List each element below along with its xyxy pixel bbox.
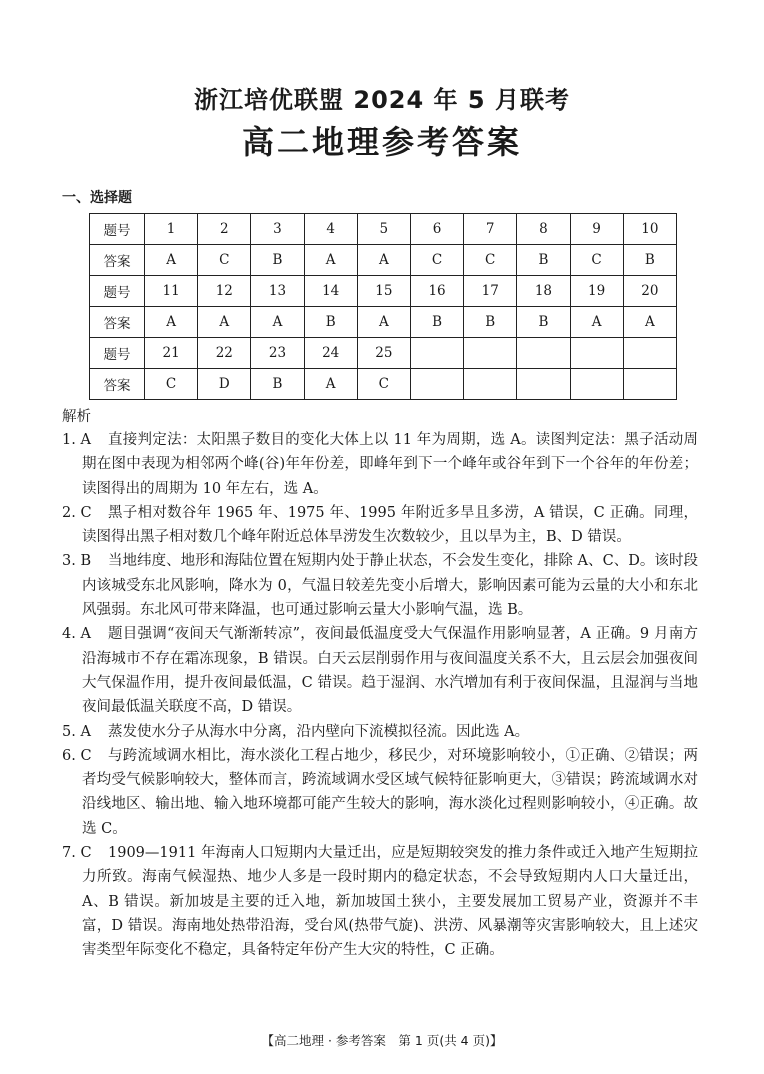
item-number: 3. B xyxy=(62,553,92,570)
table-row xyxy=(90,369,677,400)
table-cell: B xyxy=(623,245,676,276)
table-cell: D xyxy=(198,369,251,400)
table-cell: 14 xyxy=(304,276,357,307)
table-cell: 1 xyxy=(145,214,198,245)
analysis-heading: 解析 xyxy=(62,409,91,425)
row-label: 题号 xyxy=(90,214,145,245)
item-text: 黑子相对数谷年 1965 年、1975 年、1995 年附近多旱且多涝，A 错误，C 正确。同理，读图得出黑子相对数几个峰年附近总体旱涝发生次数较少，且以旱为主，B、D 错误。 xyxy=(82,504,698,546)
table-row xyxy=(90,338,677,369)
analysis-item xyxy=(62,622,698,719)
table-cell: C xyxy=(464,245,517,276)
table-row xyxy=(90,276,677,307)
table-cell: B xyxy=(304,307,357,338)
item-text: 直接判定法：太阳黑子数目的变化大体上以 11 年为周期，选 A。读图判定法：黑子活动周期在图中表现为相邻两个峰(谷)年年份差，即峰年到下一个峰年或谷年到下一个谷年的年份差；读图得出的周期为 10 年左右，选 A。 xyxy=(82,432,698,497)
table-row xyxy=(90,307,677,338)
table-cell: A xyxy=(304,369,357,400)
item-number: 6. C xyxy=(62,747,92,764)
table-cell: 23 xyxy=(251,338,304,369)
table-cell: 8 xyxy=(517,214,570,245)
table-cell xyxy=(410,369,463,400)
table-cell: 2 xyxy=(198,214,251,245)
item-text: 题目强调“夜间天气渐渐转凉”，夜间最低温度受大气保温作用影响显著，A 正确。9 月南方沿海城市不存在霜冻现象，B 错误。白天云层削弱作用与夜间温度关系不大，且云层会加强夜间大气保温作用，提升夜间最低温，C 错误。趋于湿润、水汽增加有利于夜间保温，且湿润与当地夜间最低温关联度不高，D 错误。 xyxy=(82,626,698,716)
analysis-item xyxy=(62,841,698,962)
analysis-item xyxy=(62,720,698,744)
item-number: 2. C xyxy=(62,504,92,521)
table-cell: B xyxy=(410,307,463,338)
page-title: 高二地理参考答案 xyxy=(241,123,522,161)
table-cell: A xyxy=(357,307,410,338)
analysis-item xyxy=(62,549,698,622)
table-cell: 22 xyxy=(198,338,251,369)
table-cell: A xyxy=(251,307,304,338)
item-text: 蒸发使水分子从海水中分离，沿内壁向下流模拟径流。因此选 A。 xyxy=(108,723,530,740)
table-cell: C xyxy=(198,245,251,276)
item-number: 4. A xyxy=(62,626,91,643)
table-cell: A xyxy=(145,307,198,338)
table-cell xyxy=(517,369,570,400)
analysis-item xyxy=(62,744,698,841)
table-cell: A xyxy=(304,245,357,276)
table-cell xyxy=(410,338,463,369)
table-cell xyxy=(464,369,517,400)
table-cell: A xyxy=(145,245,198,276)
table-cell: 24 xyxy=(304,338,357,369)
item-text: 当地纬度、地形和海陆位置在短期内处于静止状态，不会发生变化，排除 A、C、D。该时段内该城受东北风影响，降水为 0，气温日较差先变小后增大，影响因素可能为云量的大小和东北风强弱。东北风可带来降温，也可通过影响云量大小影响气温，选 B。 xyxy=(82,553,698,619)
table-cell: A xyxy=(570,307,623,338)
row-label: 答案 xyxy=(90,369,145,400)
table-cell: B xyxy=(251,369,304,400)
table-cell: C xyxy=(145,369,198,400)
table-cell xyxy=(570,338,623,369)
table-cell: 5 xyxy=(357,214,410,245)
table-row xyxy=(90,245,677,276)
item-number: 5. A xyxy=(62,723,91,740)
table-cell xyxy=(570,369,623,400)
table-cell: C xyxy=(570,245,623,276)
analysis-list xyxy=(62,428,698,963)
row-label: 答案 xyxy=(90,307,145,338)
table-cell: B xyxy=(517,245,570,276)
table-cell: 15 xyxy=(357,276,410,307)
table-cell: 20 xyxy=(623,276,676,307)
table-cell: 9 xyxy=(570,214,623,245)
table-cell: B xyxy=(251,245,304,276)
table-cell: 4 xyxy=(304,214,357,245)
table-cell: A xyxy=(623,307,676,338)
table-cell: 13 xyxy=(251,276,304,307)
table-cell xyxy=(517,338,570,369)
table-cell: 11 xyxy=(145,276,198,307)
table-cell: 16 xyxy=(410,276,463,307)
table-cell: 25 xyxy=(357,338,410,369)
row-label: 答案 xyxy=(90,245,145,276)
table-cell: A xyxy=(198,307,251,338)
table-cell: 17 xyxy=(464,276,517,307)
answer-table xyxy=(89,213,677,400)
item-number: 7. C xyxy=(62,845,92,862)
table-cell: B xyxy=(464,307,517,338)
table-cell: 7 xyxy=(464,214,517,245)
table-cell: 6 xyxy=(410,214,463,245)
row-label: 题号 xyxy=(90,276,145,307)
item-number: 1. A xyxy=(62,432,91,448)
table-cell: 19 xyxy=(570,276,623,307)
analysis-item xyxy=(62,501,698,550)
item-text: 与跨流域调水相比，海水淡化工程占地少，移民少，对环境影响较小，①正确、②错误；两者均受气候影响较大，整体而言，跨流域调水受区域气候特征影响更大，③错误；跨流域调水对沿线地区、输出地、输入地环境都可能产生较大的影响，海水淡化过程则影响较小，④正确。故选 C。 xyxy=(82,747,698,837)
table-cell xyxy=(623,338,676,369)
item-text: 1909—1911 年海南人口短期内大量迁出，应是短期较突发的推力条件或迁入地产生短期拉力所致。海南气候湿热、地少人多是一段时期内的稳定状态，不会导致短期内人口大量迁出，A、B 错误。新加坡是主要的迁入地，新加坡国土狭小，主要发展加工贸易产业，资源并不丰富，D 错误。海南地处热带沿海，受台风(热带气旋)、洪涝、风暴潮等灾害影响较大，且上述灾害类型年际变化不稳定，具备特定年份产生大灾的特性，C 正确。 xyxy=(82,845,698,959)
table-cell: 21 xyxy=(145,338,198,369)
table-cell: B xyxy=(517,307,570,338)
exam-title: 浙江培优联盟 2024 年 5 月联考 xyxy=(194,86,570,114)
table-row xyxy=(90,214,677,245)
table-cell: 10 xyxy=(623,214,676,245)
table-cell xyxy=(464,338,517,369)
table-cell: C xyxy=(410,245,463,276)
section-title: 一、选择题 xyxy=(62,190,132,206)
table-cell: 3 xyxy=(251,214,304,245)
analysis-item xyxy=(62,428,698,501)
table-cell: 12 xyxy=(198,276,251,307)
page-footer: 【高二地理 · 参考答案 第 1 页(共 4 页)】 xyxy=(261,1033,503,1048)
table-cell: C xyxy=(357,369,410,400)
table-cell: A xyxy=(357,245,410,276)
table-cell: 18 xyxy=(517,276,570,307)
table-cell xyxy=(623,369,676,400)
row-label: 题号 xyxy=(90,338,145,369)
